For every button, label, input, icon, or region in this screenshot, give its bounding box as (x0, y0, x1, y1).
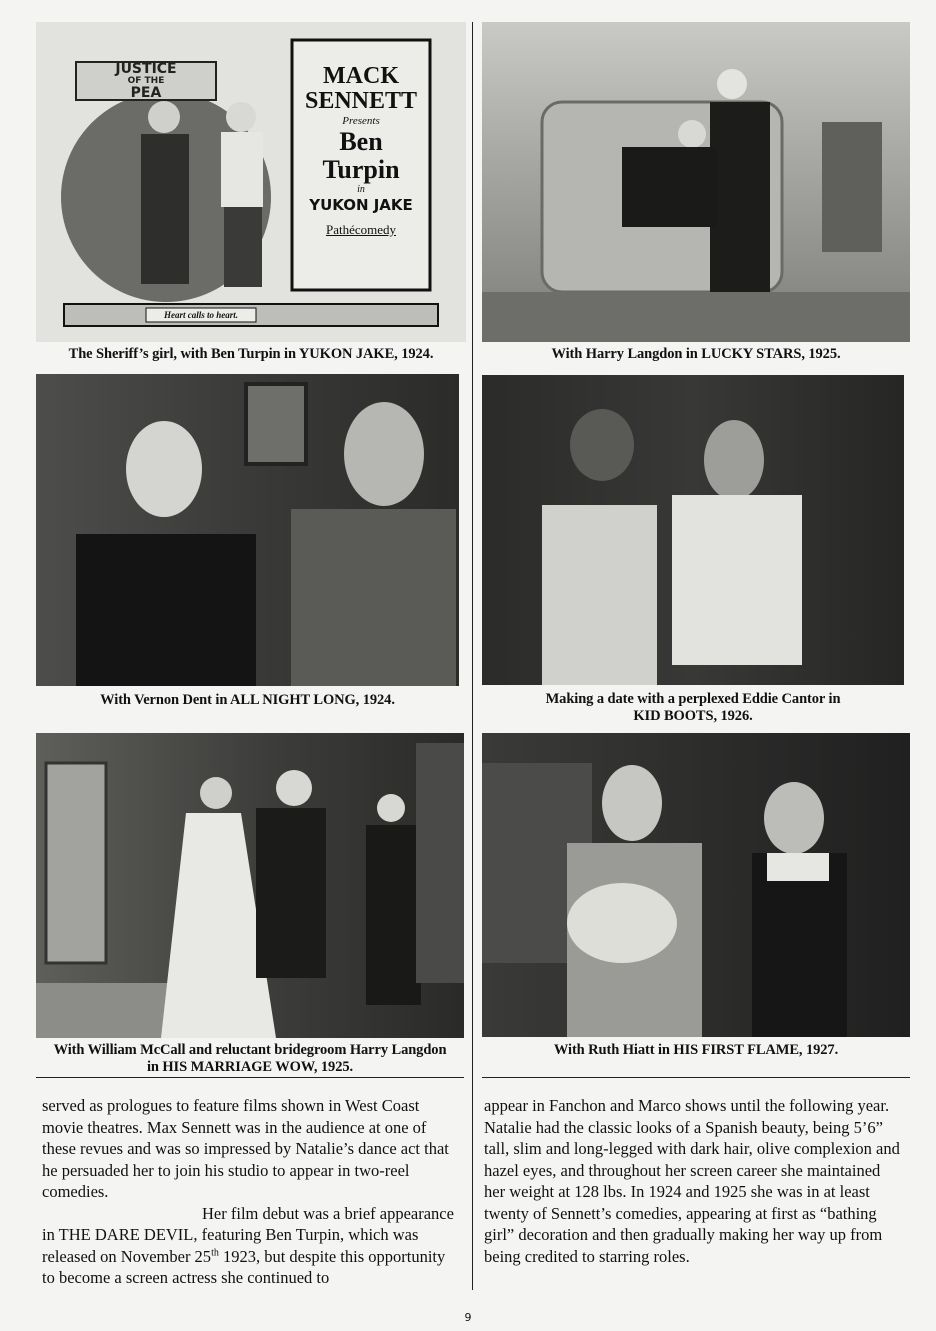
caption-his-marriage-wow (30, 1042, 470, 1076)
photo-his-first-flame (482, 733, 910, 1037)
caption-lucky-stars: With Harry Langdon in LUCKY STARS, 1925. (551, 346, 841, 362)
left-text-column (42, 1095, 462, 1289)
poster-star-1: Ben (339, 127, 383, 156)
photo-yukon-jake (36, 22, 466, 342)
poster-studio-1: MACK (323, 63, 399, 89)
left-paragraph-1: served as prologues to feature films shown in West Coast movie theatres. Max Sennett was in the audience at one of these revues and was so impressed by Natalie’s dance act that he persuaded her to join his studio to appear in two-reel comedies. (42, 1096, 449, 1201)
photo-all-night-long (36, 374, 459, 686)
poster-studio-2: SENNETT (304, 88, 418, 114)
right-horizontal-rule (482, 1077, 910, 1078)
poster-panel (292, 64, 430, 245)
left-paragraph-2-superscript: th (211, 1247, 219, 1258)
his-first-flame-art (482, 733, 910, 1037)
page-number: 9 (464, 1311, 472, 1324)
lucky-stars-art (482, 22, 910, 342)
photo-lucky-stars (482, 22, 910, 342)
left-paragraph-2-end: 1923, but despite this opportunity to become a screen actress she continued to (42, 1246, 446, 1287)
caption-his-marriage-wow-line-1: With William McCall and reluctant bridegroom Harry Langdon (53, 1042, 447, 1058)
poster-title: YUKON JAKE (309, 196, 413, 214)
poster-presents: Presents (342, 115, 380, 127)
all-night-long-art (36, 374, 459, 686)
caption-kid-boots-line-2: KID BOOTS, 1926. (633, 708, 753, 724)
photo-his-marriage-wow (36, 733, 464, 1038)
poster-in: in (357, 184, 365, 195)
caption-kid-boots (482, 691, 904, 725)
poster-distributor: Pathécomedy (325, 222, 397, 237)
poster-tagline: Heart calls to heart. (164, 310, 238, 320)
caption-his-first-flame: With Ruth Hiatt in HIS FIRST FLAME, 1927. (553, 1042, 839, 1058)
right-paragraph-1: appear in Fanchon and Marco shows until the following year. Natalie had the classic looks of a Spanish beauty, being 5’6” tall, slim and long-legged with dark hair, olive complexion and hazel eyes, and throughout her screen career she maintained her weight at 128 lbs. In 1924 and 1925 she was in at least twenty of Sennett’s comedies, appearing at first as “bathing girl” decoration and then gradually making her way up from being credited to starring roles. (484, 1096, 900, 1266)
column-divider (472, 22, 473, 1290)
right-text-column (484, 1095, 904, 1267)
his-marriage-wow-art (36, 733, 464, 1038)
sign-line-2-text: OF THE (127, 76, 165, 86)
left-paragraph-2-start: Her film debut was a brief appearance in THE DARE DEVIL, featuring Ben Turpin, which was released on November 25 (42, 1203, 454, 1266)
photo-kid-boots (482, 375, 904, 685)
poster-star-2: Turpin (322, 155, 400, 184)
left-paragraph-2 (42, 1203, 462, 1289)
caption-all-night-long: With Vernon Dent in ALL NIGHT LONG, 1924. (100, 692, 395, 708)
left-horizontal-rule (36, 1077, 464, 1078)
sign-line-3: PEA (130, 85, 162, 101)
caption-kid-boots-line-1: Making a date with a perplexed Eddie Cantor in (545, 691, 841, 707)
caption-his-marriage-wow-line-2: in HIS MARRIAGE WOW, 1925. (146, 1059, 354, 1075)
sign-line-1: JUSTICE (115, 61, 177, 77)
caption-yukon-jake: The Sheriff’s girl, with Ben Turpin in YUKON JAKE, 1924. (68, 346, 434, 362)
sign-text (76, 62, 216, 101)
kid-boots-art (482, 375, 904, 685)
